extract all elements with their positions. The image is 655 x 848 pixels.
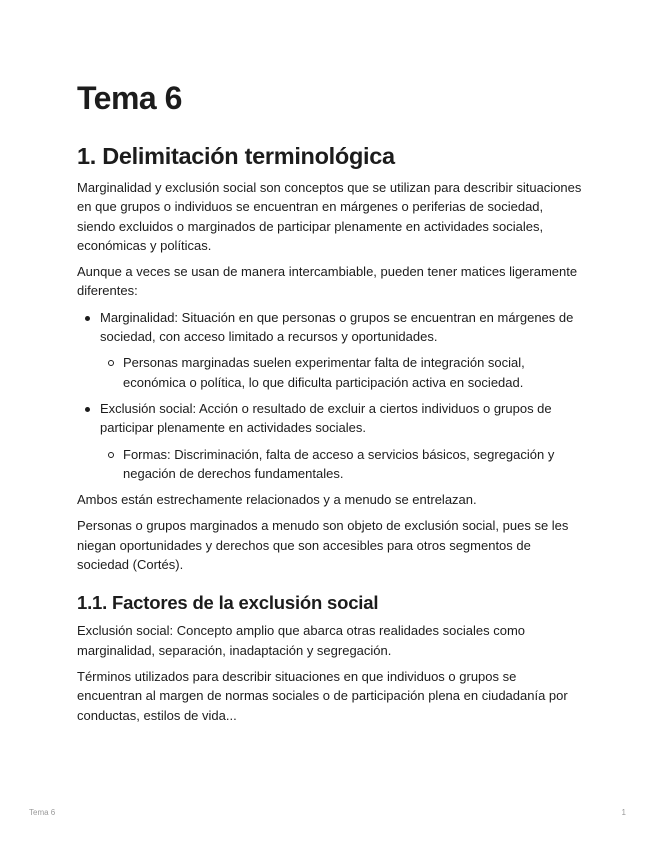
document-title: Tema 6 bbox=[77, 80, 182, 116]
list-item-text: Exclusión social: Acción o resultado de excluir a ciertos individuos o grupos de participar plenamente en actividades sociales. bbox=[100, 400, 552, 436]
hollow-bullet-icon bbox=[108, 360, 114, 366]
hollow-bullet-icon bbox=[108, 452, 114, 458]
footer-page-number: 1 bbox=[621, 808, 626, 817]
section-heading: 1. Delimitación terminológica bbox=[77, 143, 395, 169]
list-item bbox=[77, 308, 582, 392]
document-body bbox=[77, 140, 582, 732]
sub-list-item bbox=[100, 445, 582, 484]
sub-list-item-text: Personas marginadas suelen experimentar falta de integración social, económica o política, lo que dificulta participación activa en sociedad. bbox=[123, 355, 525, 390]
list-item bbox=[77, 399, 582, 483]
paragraph: Exclusión social: Concepto amplio que abarca otras realidades sociales como marginalidad, separación, inadaptación y segregación. bbox=[77, 623, 526, 658]
sub-bullet-list bbox=[100, 353, 582, 392]
bullet-icon bbox=[85, 407, 90, 412]
paragraph: Aunque a veces se usan de manera intercambiable, pueden tener matices ligeramente diferentes: bbox=[77, 264, 578, 299]
paragraph: Ambos están estrechamente relacionados y a menudo se entrelazan. bbox=[77, 492, 477, 508]
bullet-list bbox=[77, 308, 582, 483]
paragraph: Términos utilizados para describir situaciones en que individuos o grupos se encuentran al margen de normas sociales o de participación plena en ciudadanía por conductas, estilos de vida... bbox=[77, 668, 568, 723]
paragraph: Marginalidad y exclusión social son conceptos que se utilizan para describir situaciones en que grupos o individuos se encuentran en márgenes o periferias de sociedad, siendo excluidos o marginados de participar plenamente en actividades sociales, económicas y políticas. bbox=[77, 180, 582, 253]
sub-bullet-list bbox=[100, 445, 582, 484]
sub-list-item bbox=[100, 353, 582, 392]
paragraph: Personas o grupos marginados a menudo son objeto de exclusión social, pues se les niegan oportunidades y derechos que son accesibles para otros segmentos de sociedad (Cortés). bbox=[77, 518, 569, 573]
footer-document-title: Tema 6 bbox=[29, 808, 56, 817]
subsection-heading: 1.1. Factores de la exclusión social bbox=[77, 592, 379, 614]
list-item-text: Marginalidad: Situación en que personas o grupos se encuentran en márgenes de sociedad, con acceso limitado a recursos y oportunidades. bbox=[100, 309, 574, 345]
bullet-icon bbox=[85, 316, 90, 321]
sub-list-item-text: Formas: Discriminación, falta de acceso a servicios básicos, segregación y negación de derechos fundamentales. bbox=[123, 446, 555, 481]
